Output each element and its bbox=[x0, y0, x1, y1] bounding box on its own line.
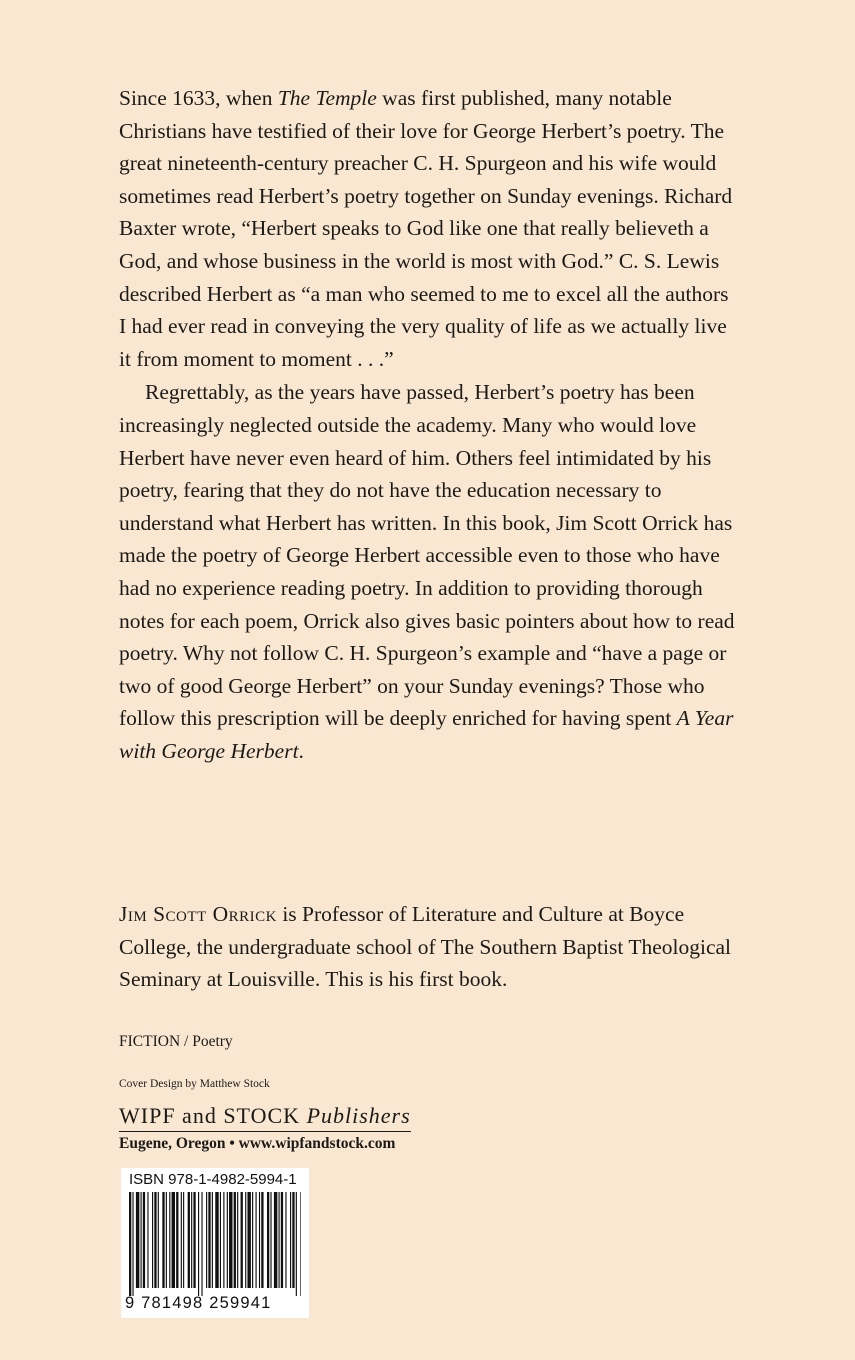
book-title-the-temple: The Temple bbox=[277, 86, 377, 110]
barcode-bar bbox=[300, 1192, 301, 1296]
barcode-bar bbox=[188, 1192, 190, 1288]
barcode-bar bbox=[237, 1192, 238, 1288]
barcode-bar bbox=[285, 1192, 286, 1288]
publisher-name: WIPF and STOCK Publishers bbox=[119, 1103, 411, 1132]
barcode-bar bbox=[191, 1192, 192, 1288]
barcode-bar bbox=[261, 1192, 263, 1288]
barcode-bar bbox=[169, 1192, 170, 1288]
book-title-a-year-with-george-herbert: A Year with George Herbert bbox=[119, 706, 734, 763]
barcode-bar bbox=[143, 1192, 145, 1288]
barcode-bar bbox=[132, 1192, 133, 1296]
barcode-bar bbox=[245, 1192, 246, 1288]
barcode-bar bbox=[241, 1192, 243, 1288]
barcode-bar bbox=[201, 1192, 202, 1296]
barcode-bar bbox=[141, 1192, 142, 1288]
barcode-bar bbox=[212, 1192, 213, 1288]
back-cover-blurb bbox=[119, 82, 739, 767]
barcode-bar bbox=[227, 1192, 228, 1288]
bisac-category: FICTION / Poetry bbox=[119, 1033, 233, 1050]
barcode-bar bbox=[176, 1192, 178, 1288]
isbn-barcode bbox=[121, 1168, 309, 1318]
barcode-bar bbox=[274, 1192, 277, 1288]
barcode-bars bbox=[129, 1192, 301, 1296]
barcode-bar bbox=[206, 1192, 207, 1288]
barcode-bar bbox=[290, 1192, 291, 1288]
author-bio-text: is Professor of Literature and Culture at Boyce College, the undergraduate school of The Southern Baptist Theological Seminary at Louisville. This is his first book. bbox=[119, 902, 732, 992]
barcode-digits: 9 781498 259941 bbox=[125, 1294, 272, 1312]
barcode-bar bbox=[152, 1192, 153, 1288]
cover-design-credit: Cover Design by Matthew Stock bbox=[119, 1078, 270, 1090]
author-name: Jim Scott Orrick bbox=[119, 902, 277, 926]
barcode-bar bbox=[158, 1192, 159, 1288]
publisher-imprint bbox=[119, 1103, 419, 1153]
barcode-bar bbox=[292, 1192, 294, 1288]
barcode-bar bbox=[162, 1192, 164, 1288]
barcode-bar bbox=[129, 1192, 131, 1296]
barcode-bar bbox=[154, 1192, 156, 1288]
isbn-label: ISBN 978-1-4982-5994-1 bbox=[129, 1171, 297, 1188]
barcode-bar bbox=[147, 1192, 148, 1288]
barcode-bar bbox=[181, 1192, 182, 1288]
barcode-bar bbox=[234, 1192, 236, 1288]
author-bio bbox=[119, 898, 759, 996]
barcode-bar bbox=[198, 1192, 199, 1296]
barcode-bar bbox=[172, 1192, 175, 1288]
barcode-bar bbox=[252, 1192, 253, 1288]
barcode-bar bbox=[220, 1192, 221, 1288]
barcode-bar bbox=[279, 1192, 280, 1288]
barcode-bar bbox=[267, 1192, 269, 1288]
blurb-paragraph-2: Regrettably, as the years have passed, Herbert’s poetry has been increasingly neglected outside the academy. Many who would love Herbert have never even heard of him. Others feel intimidated by his poetry, fearing that they do not have the education necessary to understand what Herbert has written. In this book, Jim Scott Orrick has made the poetry of George Herbert accessible even to those who have had no experience reading poetry. In addition to providing thorough notes for each poem, Orrick also gives basic pointers about how to read poetry. Why not follow C. H. Spurgeon’s example and “have a page or two of good George Herbert” on your Sunday evenings? Those who follow this prescription will be deeply enriched for having spent A Year with George Herbert. bbox=[119, 380, 735, 763]
barcode-bar bbox=[259, 1192, 260, 1288]
barcode-bar bbox=[215, 1192, 218, 1288]
publisher-location: Eugene, Oregon • www.wipfandstock.com bbox=[119, 1135, 396, 1152]
barcode-bar bbox=[193, 1192, 195, 1288]
barcode-bar bbox=[296, 1192, 297, 1296]
barcode-bar bbox=[256, 1192, 257, 1288]
barcode-bar bbox=[166, 1192, 167, 1288]
barcode-bar bbox=[208, 1192, 210, 1288]
barcode-bar bbox=[136, 1192, 139, 1288]
barcode-bar bbox=[229, 1192, 232, 1288]
barcode-bar bbox=[183, 1192, 184, 1288]
barcode-bar bbox=[223, 1192, 224, 1288]
barcode-bar bbox=[247, 1192, 250, 1288]
barcode-bar bbox=[270, 1192, 271, 1288]
barcode-bar bbox=[281, 1192, 283, 1288]
blurb-paragraph-1: Since 1633, when The Temple was first published, many notable Christians have testified of their love for George Herbert’s poetry. The great nineteenth-century preacher C. H. Spurgeon and his wife would sometimes read Herbert’s poetry together on Sunday evenings. Richard Baxter wrote, “Herbert speaks to God like one that really believeth a God, and whose business in the world is most with God.” C. S. Lewis described Herbert as “a man who seemed to me to excel all the authors I had ever read in conveying the very quality of life as we actually live it from moment to moment . . .” bbox=[119, 86, 733, 371]
